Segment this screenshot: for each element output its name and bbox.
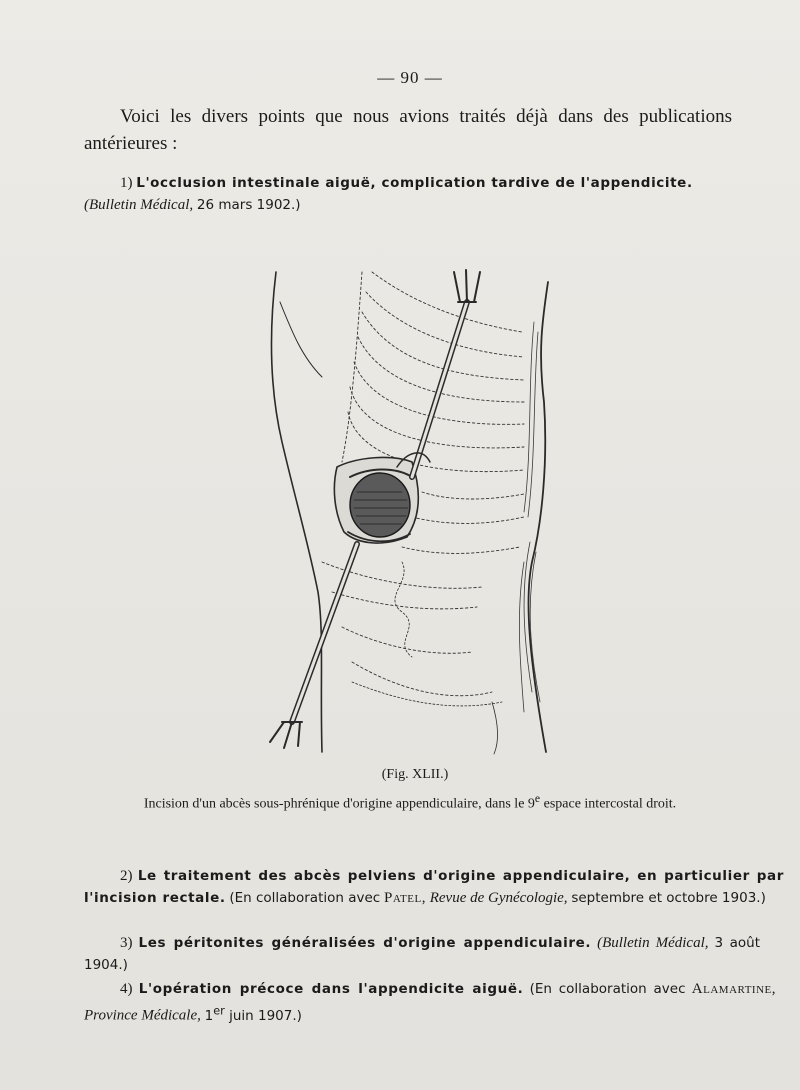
entry-date: 26 mars 1902.) — [196, 197, 301, 213]
intro-paragraph: Voici les divers points que nous avions traités déjà dans des publications antérieures : — [84, 106, 732, 154]
entry-number: 2) — [120, 868, 133, 884]
entry-title: Le traitement des abcès pelviens d'origine appendiculaire, en particulier par l'incision rectale. — [84, 868, 784, 906]
entry-number: 1) — [120, 175, 133, 191]
entry-journal: Revue de Gynécologie, — [429, 890, 568, 906]
publication-entry-2 — [84, 865, 784, 909]
entry-title: Les péritonites généralisées d'origine appendiculaire. — [138, 935, 592, 951]
surgical-illustration — [262, 262, 562, 757]
publication-entry-3 — [84, 932, 760, 976]
entry-collab: (En collaboration avec — [229, 890, 381, 906]
entry-journal: (Bulletin Médical, — [84, 197, 194, 213]
entry-number: 4) — [120, 981, 133, 997]
entry-date: 3 août 1904.) — [84, 935, 761, 973]
entry-journal: Province Médicale, — [84, 1007, 201, 1024]
entry-date: 1er juin 1907.) — [204, 1004, 302, 1024]
publication-entry-4 — [84, 978, 776, 1027]
page-number: — 90 — — [377, 68, 443, 87]
entry-date: septembre et octobre 1903.) — [571, 890, 766, 906]
entry-number: 3) — [120, 935, 133, 951]
entry-author: Patel, — [383, 890, 426, 906]
entry-collab: (En collaboration avec — [529, 981, 686, 997]
entry-author: Alamartine, — [691, 981, 776, 997]
figure-label: (Fig. XLII.) — [381, 767, 449, 782]
publication-entry-1 — [84, 172, 760, 216]
entry-title: L'opération précoce dans l'appendicite aiguë. — [138, 981, 524, 997]
figure-caption: Incision d'un abcès sous-phrénique d'origine appendiculaire, dans le 9e espace intercostal droit. — [143, 792, 677, 812]
entry-journal: (Bulletin Médical, — [597, 935, 709, 951]
entry-title: L'occlusion intestinale aiguë, complication tardive de l'appendicite. — [136, 175, 693, 191]
